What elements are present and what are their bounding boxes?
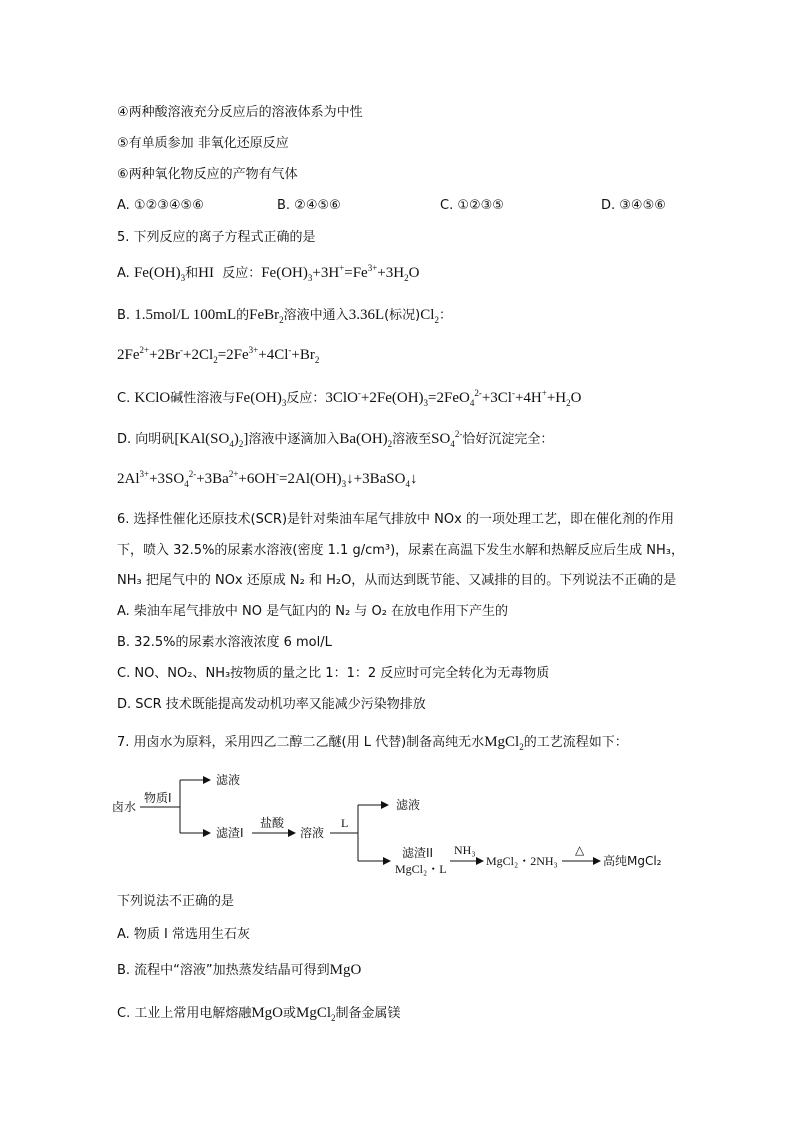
q6-option-b: B. 32.5%的尿素水溶液浓度 6 mol/L: [117, 635, 332, 650]
flow-product: 高纯MgCl₂: [603, 854, 662, 868]
q5-option-b: B. 1.5mol/L 100mL的FeBr$_2$溶液中通入3.36L(标况)$Cl_2$：: [117, 307, 452, 325]
q5-option-b-equation: $2Fe^{2+}+2Br^-+2Cl_2=2Fe^{3+}+4Cl^-+Br_2$: [117, 345, 320, 365]
q6-option-c: C. NO、NO₂、NH₃按物质的量之比 1：1：2 反应时可完全转化为无毒物质: [117, 666, 550, 681]
q5-option-a: A. $Fe(OH)_3$和HI 反应：$Fe(OH)_3+3H^+=Fe^{3+}+3H_2O$: [117, 263, 420, 283]
flow-filtrate-1: 滤液: [216, 773, 241, 787]
q4-option-d: D. ③④⑤⑥: [601, 198, 666, 213]
flow-brine: 卤水: [112, 800, 137, 814]
q6-option-a: A. 柴油车尾气排放中 NO 是气缸内的 N₂ 与 O₂ 在放电作用下产生的: [117, 604, 509, 619]
flow-intermediate: MgCl₂・2NH₃: [486, 854, 558, 868]
item-6: ⑥两种氧化物反应的产物有气体: [117, 167, 298, 182]
q4-option-a: A. ①②③④⑤⑥: [117, 198, 204, 213]
flow-reagent-l: L: [341, 816, 349, 830]
flow-nh3: NH₃: [454, 843, 476, 857]
item-4: ④两种酸溶液充分反应后的溶液体系为中性: [117, 105, 363, 120]
q7-prompt: 下列说法不正确的是: [117, 894, 235, 909]
q5-option-d-equation: $2Al^{3+}+3SO_4^{2-}+3Ba^{2+}+6OH^-=2Al(OH)_3↓+3BaSO_4↓$: [117, 469, 418, 489]
q5-option-c: C. KClO碱性溶液与$Fe(OH)_3$反应：$3ClO^-+2Fe(OH)_3=2FeO_4^{2-}+3Cl^-+4H^++H_2O$: [117, 388, 582, 408]
q6-stem-line-3: NH₃ 把尾气中的 NOx 还原成 N₂ 和 H₂O，从而达到既节能、又减排的目的。下列说法不正确的是: [117, 573, 677, 588]
item-5: ⑤有单质参加 非氧化还原反应: [117, 136, 289, 151]
q6-option-d: D. SCR 技术既能提高发动机功率又能减少污染物排放: [117, 697, 426, 712]
q7-option-a: A. 物质 I 常选用生石灰: [117, 927, 251, 942]
q6-stem-line-1: 6. 选择性催化还原技术(SCR)是针对柴油车尾气排放中 NOx 的一项处理工艺，即在催化剂的作用: [117, 512, 674, 527]
q7-option-c: C. 工业上常用电解熔融MgO或MgCl$_2$制备金属镁: [117, 1005, 401, 1023]
q6-stem-line-2: 下，喷入 32.5%的尿素水溶液(密度 1.1 g/cm³)，尿素在高温下发生水解和热解反应后生成 NH₃，: [117, 543, 685, 558]
flow-filtrate-2: 滤液: [396, 798, 421, 812]
flow-residue-2: 滤渣II: [402, 846, 434, 860]
flow-residue-2-formula: MgCl₂・L: [395, 862, 447, 876]
q4-option-c: C. ①②③⑤: [440, 198, 504, 213]
q5-option-d: D. 向明矾$[KAl(SO_4)_2]$溶液中逐滴加入$Ba(OH)_2$溶液至$SO_4^{2-}$恰好沉淀完全：: [117, 429, 554, 449]
flow-solution: 溶液: [300, 826, 325, 840]
flow-residue-1: 滤渣I: [216, 826, 244, 840]
flow-substance-1: 物质I: [144, 791, 172, 805]
flow-hcl: 盐酸: [260, 816, 285, 830]
q5-stem: 5. 下列反应的离子方程式正确的是: [117, 230, 316, 245]
q7-stem: 7. 用卤水为原料，采用四乙二醇二乙醚(用 L 代替)制备高纯无水MgCl$_2$的工艺流程如下：: [117, 734, 628, 752]
q7-option-b: B. 流程中“溶液”加热蒸发结晶可得到MgO: [117, 962, 362, 978]
q4-option-b: B. ②④⑤⑥: [277, 198, 341, 213]
process-flow-diagram: [110, 765, 670, 880]
flow-heat: △: [575, 843, 585, 857]
